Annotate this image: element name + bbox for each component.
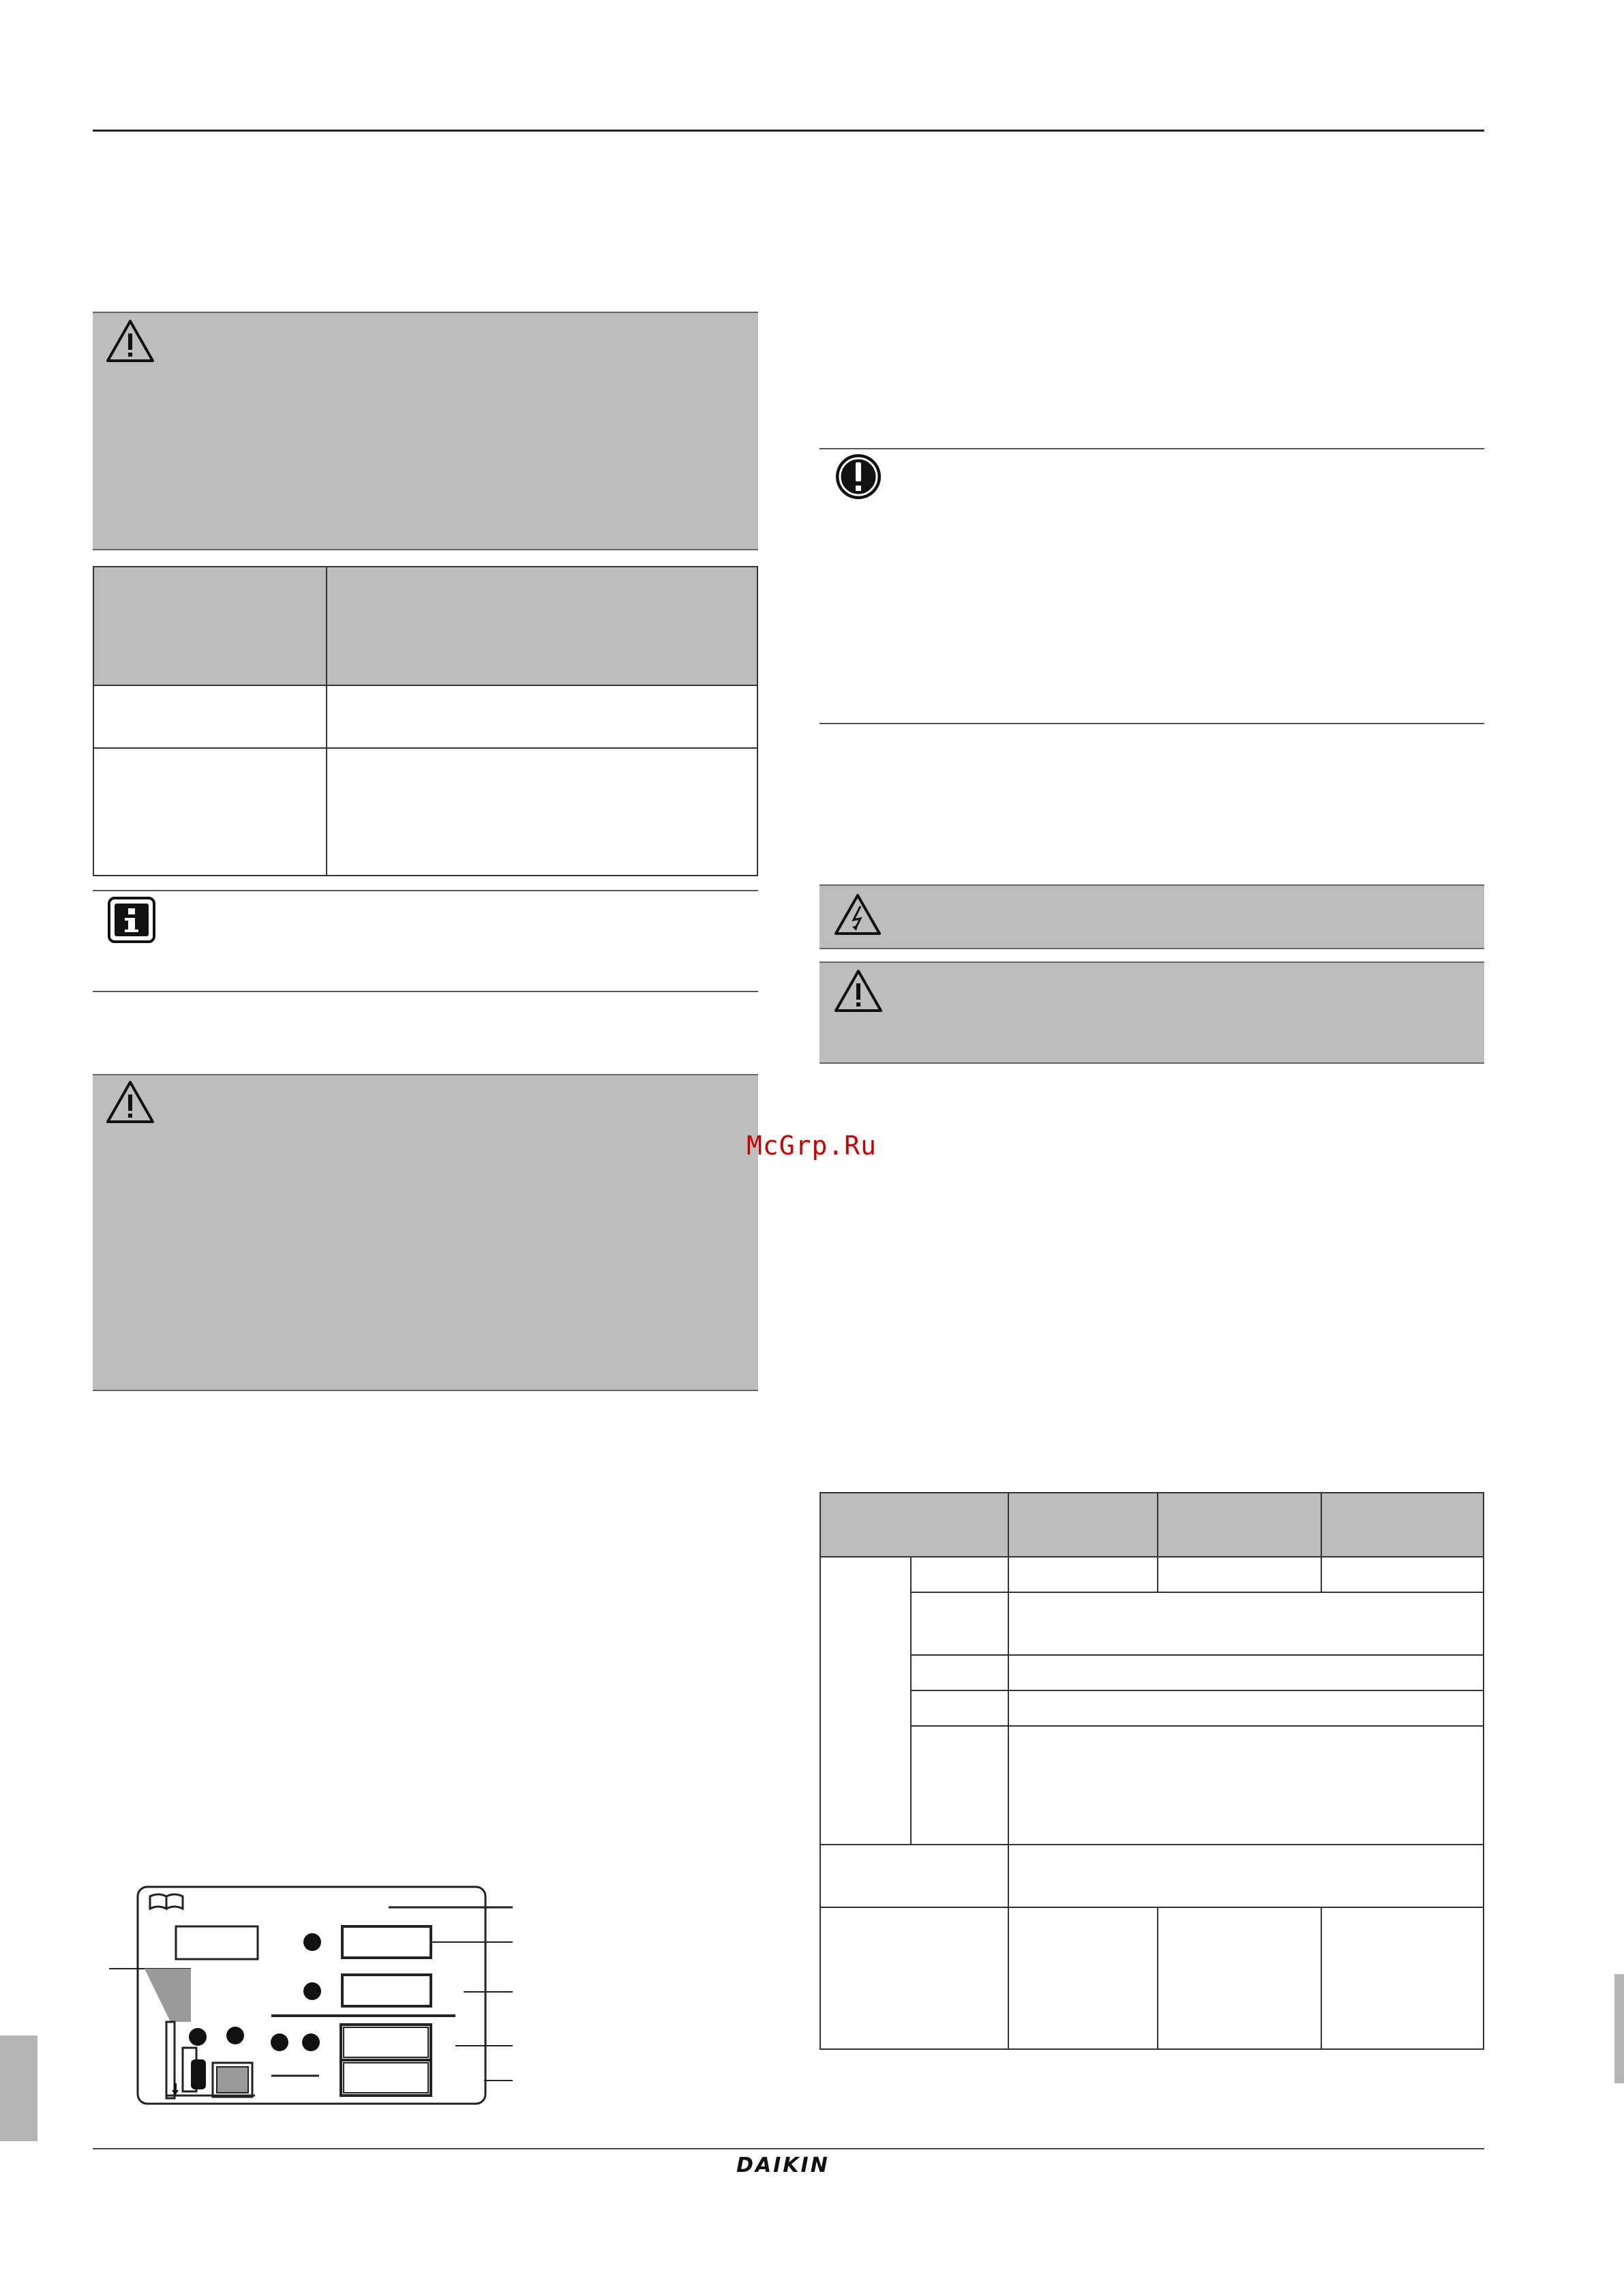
- watermark: McGrp.Ru: [747, 1131, 877, 1161]
- warning-box-3: [819, 961, 1484, 1064]
- side-tab-right: [1614, 1974, 1624, 2083]
- daikin-logo: DAIKIN: [736, 2153, 830, 2177]
- info-note-bottom-rule: [93, 991, 758, 992]
- exclamation-circle-icon: [833, 451, 884, 502]
- table-header-row: [94, 567, 757, 685]
- warning-box-1: [93, 312, 758, 550]
- warning-box-2: [93, 1074, 758, 1391]
- notice-top-rule: [819, 448, 1484, 449]
- info-note-top-rule: [93, 890, 758, 891]
- spec-table-left: [93, 566, 758, 876]
- warning-icon: [105, 318, 155, 363]
- electric-hazard-triangle-icon: [833, 893, 882, 936]
- warning-icon: [105, 1079, 155, 1124]
- electric-warning-box: [819, 884, 1484, 949]
- header-rule: [93, 130, 1484, 132]
- chapter-side-tab: [0, 2036, 37, 2141]
- warning-icon: [833, 968, 884, 1013]
- notice-bottom-rule: [819, 723, 1484, 724]
- footer-rule: [93, 2148, 1484, 2149]
- table-header-row: [821, 1493, 1483, 1556]
- spec-table-right: [819, 1492, 1484, 2050]
- refrigerant-label-figure: [95, 1879, 518, 2111]
- book-icon: [150, 1894, 183, 1909]
- refrigerant-cylinder-icon: [166, 2022, 255, 2098]
- information-icon: [107, 896, 156, 944]
